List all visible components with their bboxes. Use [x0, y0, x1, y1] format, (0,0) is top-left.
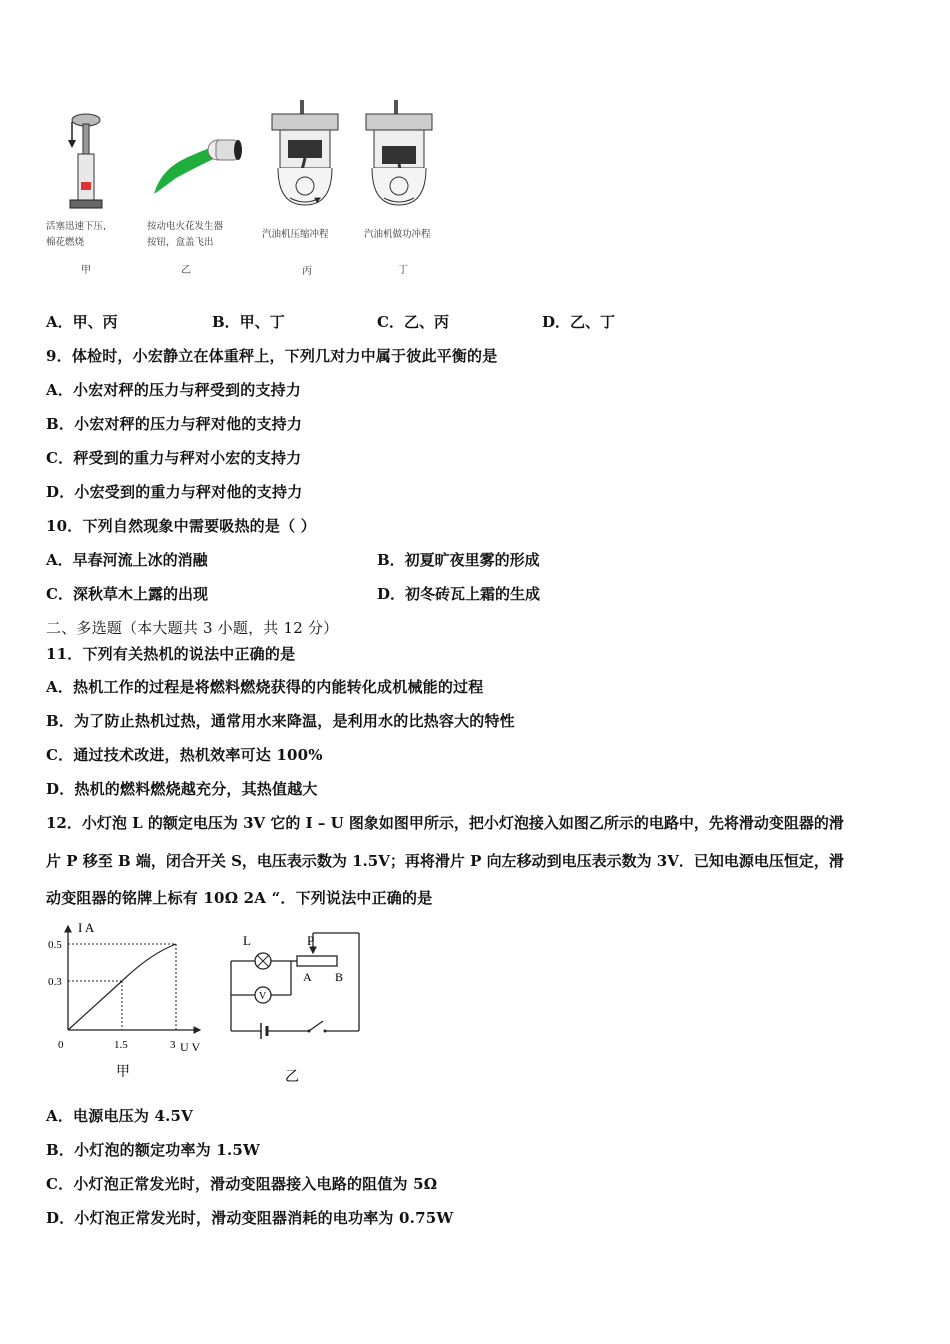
q12-stem-line1: 12．小灯泡 L 的额定电压为 3V 它的 I – U 图象如图甲所示，把小灯泡接入如图乙所示的电路中，先将滑动变阻器的滑: [46, 814, 844, 832]
rheostat-symbol: [297, 956, 337, 966]
caption-yi-1: 按动电火花发生器: [147, 221, 224, 232]
q9-option-a: A．小宏对秤的压力与秤受到的支持力: [46, 381, 302, 399]
q10-stem: 10．下列自然现象中需要吸热的是（ ）: [46, 517, 316, 535]
q12-stem-line3: 动变阻器的铭牌上标有 10Ω 2A “．下列说法中正确的是: [46, 889, 433, 907]
q12-option-b: B．小灯泡的额定功率为 1.5W: [46, 1141, 261, 1159]
circuit-diagram: [225, 925, 370, 1085]
label-bing: 丙: [302, 266, 312, 277]
q10-option-d: D．初冬砖瓦上霜的生成: [377, 585, 541, 603]
engine-compression-image: [270, 100, 340, 210]
q9-stem: 9．体检时，小宏静立在体重秤上，下列几对力中属于彼此平衡的是: [46, 347, 498, 365]
x-tick-3: 3: [170, 1039, 176, 1051]
caption-jia-2: 棉花燃烧: [46, 237, 85, 248]
q8-option-a: A．甲、丙: [46, 313, 118, 331]
q11-option-a: A．热机工作的过程是将燃料燃烧获得的内能转化成机械能的过程: [46, 678, 484, 696]
q11-option-b: B．为了防止热机过热，通常用水来降温，是利用水的比热容大的特性: [46, 712, 515, 730]
switch-symbol: [309, 1021, 323, 1031]
y-tick-0-3: 0.3: [48, 976, 62, 988]
y-tick-0-5: 0.5: [48, 939, 62, 951]
voltmeter-label: V: [259, 991, 267, 1002]
spark-generator-image: [146, 128, 246, 203]
q8-option-c: C．乙、丙: [377, 313, 449, 331]
q8-option-d: D．乙、丁: [542, 313, 616, 331]
caption-bing: 汽油机压缩冲程: [262, 229, 329, 240]
section-heading: 二、多选题（本大题共 3 小题，共 12 分）: [46, 619, 339, 637]
q9-option-d: D．小宏受到的重力与秤对他的支持力: [46, 483, 303, 501]
slider-label: P: [307, 933, 315, 948]
q11-option-d: D．热机的燃料燃烧越充分，其热值越大: [46, 780, 318, 798]
x-axis-label: U V: [180, 1040, 201, 1054]
caption-yi-2: 按钮，盒盖飞出: [147, 237, 214, 248]
end-b-label: B: [335, 970, 344, 984]
q10-option-b: B．初夏旷夜里雾的形成: [377, 551, 540, 569]
origin-label: 0: [58, 1039, 64, 1051]
q12-option-c: C．小灯泡正常发光时，滑动变阻器接入电路的阻值为 5Ω: [46, 1175, 438, 1193]
caption-ding: 汽油机做功冲程: [364, 229, 431, 240]
caption-jia-1: 活塞迅速下压，: [46, 221, 113, 232]
label-ding: 丁: [398, 265, 408, 276]
y-axis-label: I A: [78, 920, 95, 935]
q12-stem-line2: 片 P 移至 B 端，闭合开关 S，电压表示数为 1.5V；再将滑片 P 向左移动到电压表示数为 3V．已知电源电压恒定，滑: [46, 852, 844, 870]
q11-stem: 11．下列有关热机的说法中正确的是: [46, 645, 296, 663]
q10-option-a: A．早春河流上冰的消融: [46, 551, 208, 569]
circuit-label: 乙: [285, 1070, 299, 1085]
label-jia: 甲: [81, 265, 91, 276]
end-a-label: A: [303, 970, 312, 984]
q9-option-b: B．小宏对秤的压力与秤对他的支持力: [46, 415, 303, 433]
q8-option-b: B．甲、丁: [212, 313, 285, 331]
lamp-label: L: [243, 933, 251, 948]
engine-power-image: [364, 100, 434, 210]
iu-graph: [40, 918, 220, 1088]
q12-option-a: A．电源电压为 4.5V: [46, 1107, 193, 1125]
q11-option-c: C．通过技术改进，热机效率可达 100%: [46, 746, 323, 764]
q10-option-c: C．深秋草木上露的出现: [46, 585, 208, 603]
x-tick-1-5: 1.5: [114, 1039, 128, 1051]
graph-label: 甲: [116, 1065, 130, 1080]
fire-syringe-image: [60, 110, 120, 215]
label-yi: 乙: [181, 265, 191, 276]
q12-option-d: D．小灯泡正常发光时，滑动变阻器消耗的电功率为 0.75W: [46, 1209, 454, 1227]
q9-option-c: C．秤受到的重力与秤对小宏的支持力: [46, 449, 302, 467]
